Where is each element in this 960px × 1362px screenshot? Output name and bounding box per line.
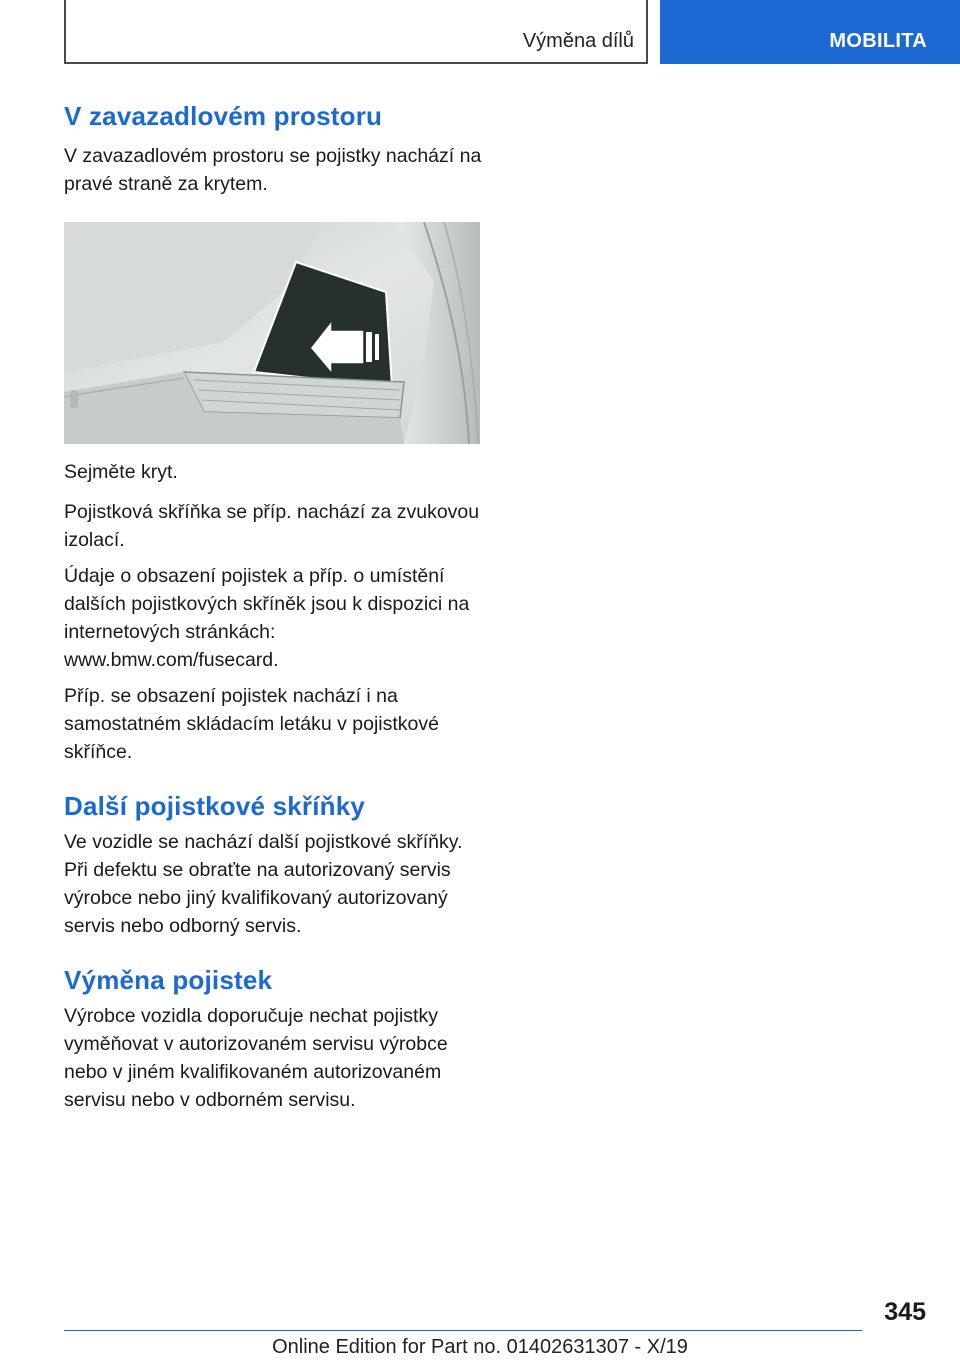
paragraph-leaflet: Příp. se obsazení pojistek nachází i na samostatném skládacím letáku v pojistkové skříňce.: [64, 685, 439, 763]
trunk-illustration-svg: [64, 222, 480, 444]
paragraph-other-fuse-boxes: Ve vozidle se nachází další pojistkové skříňky. Při defektu se obraťte na autorizovaný servis výrobce nebo jiný kvalifikovaný autorizovaný servis nebo odborný servis.: [64, 831, 463, 937]
heading-replacing-fuses: Výměna pojistek: [64, 965, 273, 995]
header-chapter-box: [64, 0, 648, 64]
heading-other-fuse-boxes: Další pojistkové skříňky: [64, 791, 366, 821]
page-number: 345: [884, 1298, 926, 1326]
footer-divider: [64, 1330, 862, 1331]
paragraph-insulation: Pojistková skříňka se příp. nachází za zvukovou izolací.: [64, 501, 480, 551]
heading-luggage-compartment: V zavazadlovém prostoru: [64, 101, 383, 131]
instruction-remove-cover: Sejměte kryt.: [64, 461, 178, 483]
paragraph-location: V zavazadlovém prostoru se pojistky nachází na pravé straně za krytem.: [64, 145, 482, 195]
paragraph-fusecard-website: Údaje o obsazení pojistek a příp. o umístění dalších pojistkových skříněk jsou k dispozici na internetových stránkách: www.bmw.com/fusecard.: [64, 565, 470, 671]
paragraph-replacing-fuses: Výrobce vozidla doporučuje nechat pojistky vyměňovat v autorizovaném servisu výrobce nebo v jiném kvalifikovaném autorizovaném servisu nebo v odborném servisu.: [64, 1005, 448, 1111]
footer-edition: Online Edition for Part no. 01402631307 - X/19: [272, 1336, 688, 1358]
header-chapter-title: Výměna dílů: [522, 30, 634, 52]
trunk-fuse-cover-illustration: [64, 222, 480, 444]
main-column: [64, 100, 484, 1114]
header-section-tab: [660, 0, 960, 64]
header-section-title: MOBILITA: [829, 30, 927, 52]
